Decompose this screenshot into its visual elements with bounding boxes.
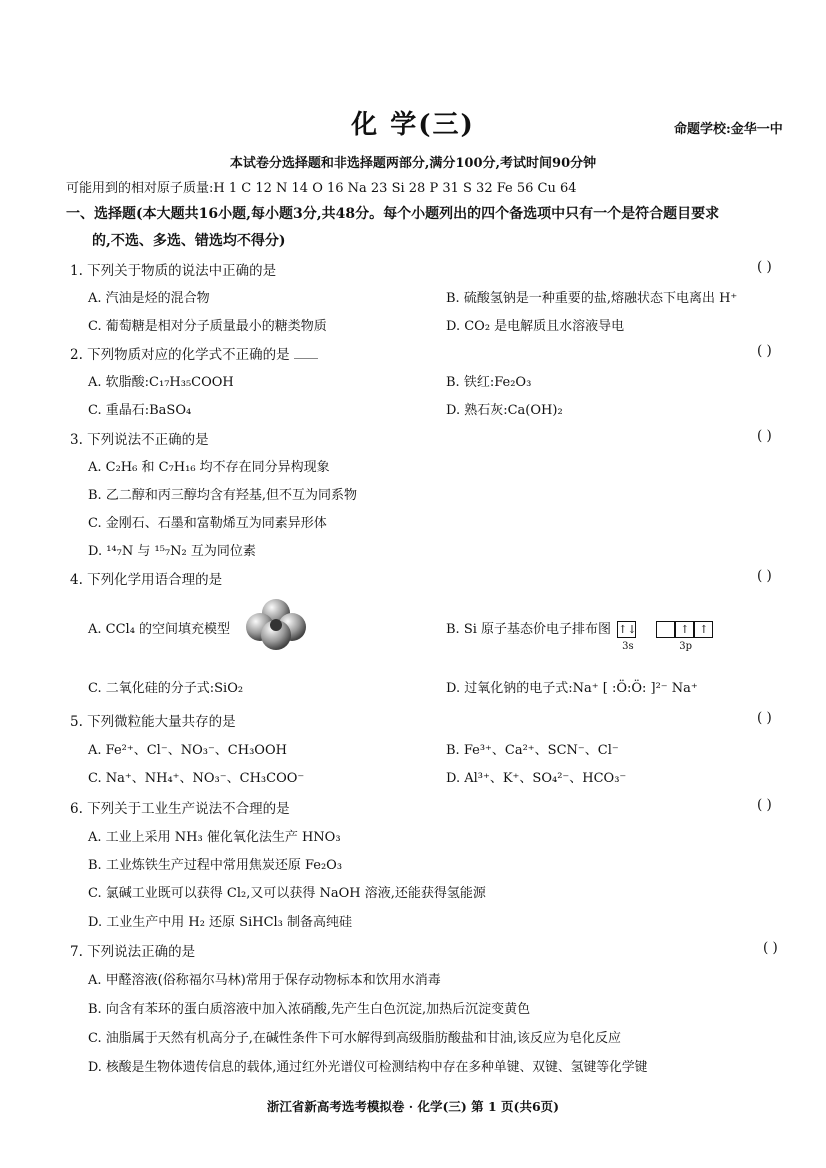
q7-option-b: B. 向含有苯环的蛋白质溶液中加入浓硝酸,先产生白色沉淀,加热后沉淀变黄色	[88, 1002, 531, 1017]
orbital-box-3s: ↑↓	[618, 623, 637, 636]
q4-option-a: A. CCl₄ 的空间填充模型	[88, 622, 231, 637]
page-footer: 浙江省新高考选考模拟卷 · 化学(三) 第 1 页(共6页)	[266, 1099, 560, 1114]
q2-option-b: B. 铁红:Fe₂O₃	[446, 375, 532, 390]
question-5-stem: 5. 下列微粒能大量共存的是	[70, 714, 236, 730]
q1-option-c: C. 葡萄糖是相对分子质量最小的糖类物质	[88, 319, 327, 334]
q1-option-d: D. CO₂ 是电解质且水溶液导电	[446, 319, 625, 334]
question-7-stem: 7. 下列说法正确的是	[70, 944, 196, 960]
q5-option-d: D. Al³⁺、K⁺、SO₄²⁻、HCO₃⁻	[446, 771, 627, 786]
q1-option-b: B. 硫酸氢钠是一种重要的盐,熔融状态下电离出 H⁺	[446, 291, 738, 306]
orbital-label-3p: 3p	[679, 641, 693, 652]
question-1-stem: 1. 下列关于物质的说法中正确的是	[70, 263, 277, 279]
orbital-label-3s: 3s	[622, 641, 634, 652]
q6-option-a: A. 工业上采用 NH₃ 催化氧化法生产 HNO₃	[88, 830, 341, 845]
q4-option-c: C. 二氧化硅的分子式:SiO₂	[88, 681, 244, 696]
q2-option-d: D. 熟石灰:Ca(OH)₂	[446, 403, 563, 418]
atomic-masses: 可能用到的相对原子质量:H 1 C 12 N 14 O 16 Na 23 Si 28 P 31 S 32 Fe 56 Cu 64	[66, 181, 577, 196]
answer-paren-3: ( )	[757, 428, 772, 444]
answer-paren-4: ( )	[757, 568, 772, 584]
q4-option-b	[446, 618, 713, 652]
orbital-box-3p-1	[656, 621, 675, 638]
q2-option-c: C. 重晶石:BaSO₄	[88, 403, 192, 418]
q5-option-b: B. Fe³⁺、Ca²⁺、SCN⁻、Cl⁻	[446, 743, 619, 758]
q2-option-a: A. 软脂酸:C₁₇H₃₅COOH	[88, 375, 234, 390]
answer-paren-5: ( )	[757, 710, 772, 726]
q3-option-c: C. 金刚石、石墨和富勒烯互为同素异形体	[88, 516, 327, 531]
exam-title: 化 学(三)	[351, 110, 475, 140]
answer-paren-1: ( )	[757, 259, 772, 275]
orbital-3s	[617, 621, 637, 652]
q3-option-d: D. ¹⁴₇N 与 ¹⁵₇N₂ 互为同位素	[88, 544, 256, 559]
q6-option-d: D. 工业生产中用 H₂ 还原 SiHCl₃ 制备高纯硅	[88, 915, 353, 930]
orbital-box-3p-2: ↑	[675, 621, 694, 638]
section-heading: 一、选择题(本大题共16小题,每小题3分,共48分。每个小题列出的四个备选项中只有一个是符合题目要求	[66, 206, 720, 222]
answer-blank	[294, 358, 318, 359]
q6-option-c: C. 氯碱工业既可以获得 Cl₂,又可以获得 NaOH 溶液,还能获得氢能源	[88, 886, 486, 901]
question-6-stem: 6. 下列关于工业生产说法不合理的是	[70, 801, 290, 817]
q4-option-d-text: D. 过氧化钠的电子式:Na⁺	[446, 681, 599, 696]
question-4-stem: 4. 下列化学用语合理的是	[70, 572, 223, 588]
question-2-stem	[70, 343, 318, 363]
exam-subtitle: 本试卷分选择题和非选择题两部分,满分100分,考试时间90分钟	[229, 156, 597, 171]
orbital-3p	[656, 621, 713, 652]
q1-option-a: A. 汽油是烃的混合物	[88, 291, 210, 306]
q7-option-d: D. 核酸是生物体遗传信息的载体,通过红外光谱仪可检测结构中存在多种单键、双键、氢键等化学键	[88, 1060, 648, 1075]
answer-paren-7: ( )	[763, 940, 778, 956]
section-heading-cont: 的,不选、多选、错选均不得分)	[92, 233, 286, 249]
q4-option-d	[446, 677, 698, 696]
q7-option-c: C. 油脂属于天然有机高分子,在碱性条件下可水解得到高级脂肪酸盐和甘油,该反应为皂化反应	[88, 1031, 622, 1046]
answer-paren-6: ( )	[757, 797, 772, 813]
ccl4-space-filling-model	[246, 597, 306, 651]
answer-paren-2: ( )	[757, 343, 772, 359]
q3-option-a: A. C₂H₆ 和 C₇H₁₆ 均不存在同分异构现象	[88, 460, 330, 475]
q6-option-b: B. 工业炼铁生产过程中常用焦炭还原 Fe₂O₃	[88, 858, 343, 873]
question-2-text: 2. 下列物质对应的化学式不正确的是	[70, 347, 290, 363]
q5-option-a: A. Fe²⁺、Cl⁻、NO₃⁻、CH₃OOH	[88, 743, 287, 758]
peroxide-electron-formula: [ :Ö:Ö: ]²⁻ Na⁺	[602, 681, 698, 696]
q4-option-b-text: B. Si 原子基态价电子排布图	[446, 622, 612, 637]
orbital-box-3p-3: ↑	[694, 621, 713, 638]
q5-option-c: C. Na⁺、NH₄⁺、NO₃⁻、CH₃COO⁻	[88, 771, 305, 786]
q7-option-a: A. 甲醛溶液(俗称福尔马林)常用于保存动物标本和饮用水消毒	[88, 973, 441, 988]
q3-option-b: B. 乙二醇和丙三醇均含有羟基,但不互为同系物	[88, 488, 357, 503]
school-label: 命题学校:金华一中	[674, 122, 783, 137]
question-3-stem: 3. 下列说法不正确的是	[70, 432, 209, 448]
